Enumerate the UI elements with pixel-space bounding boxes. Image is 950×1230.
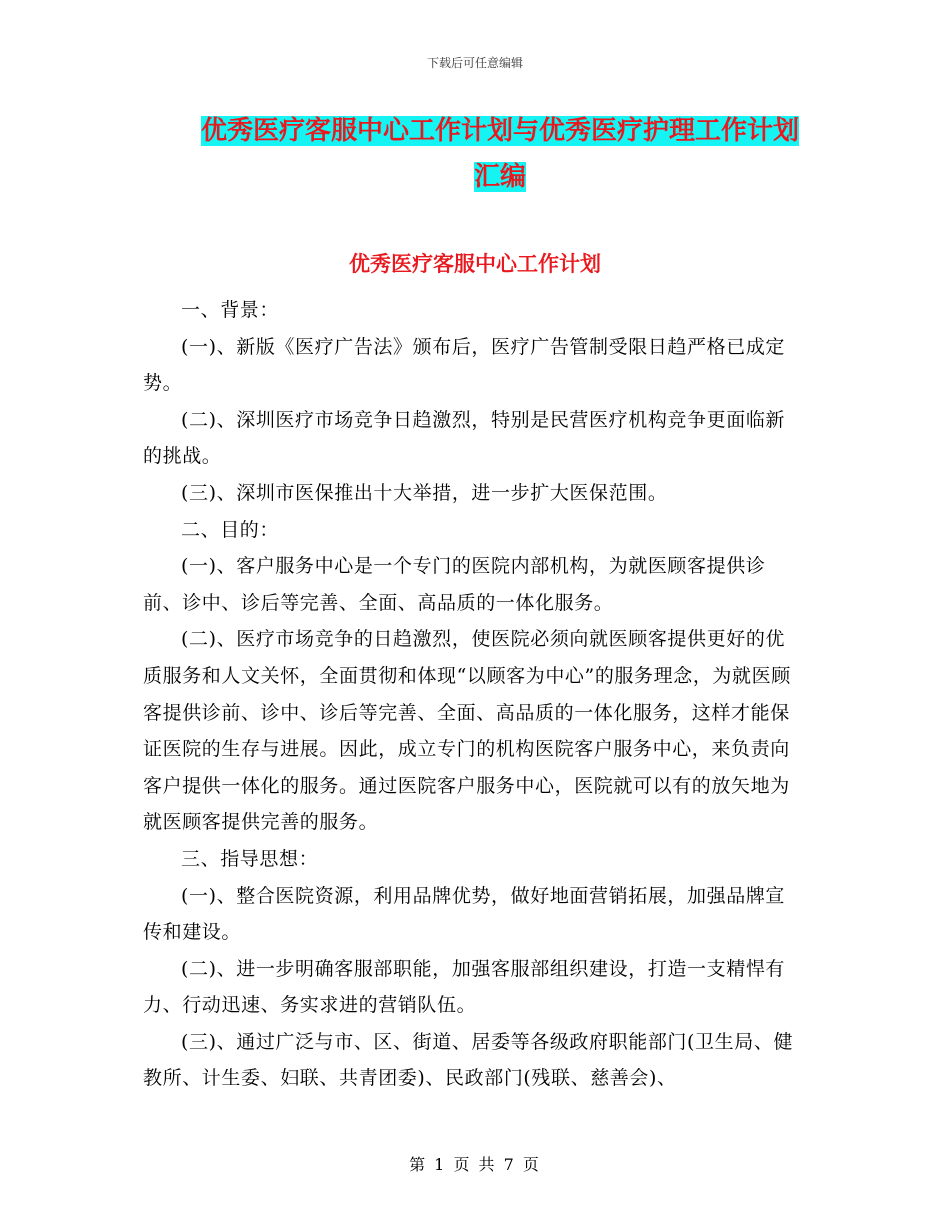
- section-title: 优秀医疗客服中心工作计划: [349, 251, 601, 276]
- document-title: [180, 108, 820, 200]
- paragraph: (二)、医疗市场竞争的日趋激烈，使医院必须向就医顾客提供更好的优质服务和人文关怀，全面贯彻和体现“以顾客为中心”的服务理念，为就医顾客提供诊前、诊中、诊后等完善、全面、高品质的一体化服务，这样才能保证医院的生存与进展。因此，成立专门的机构医院客户服务中心，来负责向客户提供一体化的服务。通过医院客户服务中心，医院就可以有的放矢地为就医顾客提供完善的服务。: [143, 628, 791, 834]
- paragraph: (二)、进一步明确客服部职能，加强客服部组织建设，打造一支精悍有力、行动迅速、务实求进的营销队伍。: [143, 957, 786, 1017]
- paragraph: (一)、新版《医疗广告法》颁布后，医疗广告管制受限日趋严格已成定势。: [143, 335, 786, 395]
- page-number: 第 1 页 共 7 页: [409, 1155, 541, 1174]
- paragraph: (三)、通过广泛与市、区、街道、居委等各级政府职能部门(卫生局、健教所、计生委、妇联、共青团委)、民政部门(残联、慈善会)、: [143, 1030, 794, 1090]
- document-title-line2: 汇编: [473, 162, 526, 192]
- paragraph: (一)、整合医院资源，利用品牌优势，做好地面营销拓展，加强品牌宣传和建设。: [143, 884, 786, 944]
- header-note: 下载后可任意编辑: [426, 56, 523, 70]
- paragraph-heading-purpose: 二、目的：: [181, 518, 280, 541]
- paragraph-heading-guidance: 三、指导思想：: [181, 847, 319, 870]
- paragraph: (三)、深圳市医保推出十大举措，进一步扩大医保范围。: [181, 481, 668, 504]
- paragraph-heading-background: 一、背景：: [181, 299, 280, 321]
- body-text: [143, 292, 803, 1097]
- paragraph: (一)、客户服务中心是一个专门的医院内部机构，为就医顾客提供诊前、诊中、诊后等完善、全面、高品质的一体化服务。: [143, 555, 766, 614]
- document-title-line1: 优秀医疗客服中心工作计划与优秀医疗护理工作计划: [200, 116, 799, 146]
- paragraph: (二)、深圳医疗市场竞争日趋激烈，特别是民营医疗机构竞争更面临新的挑战。: [143, 408, 786, 468]
